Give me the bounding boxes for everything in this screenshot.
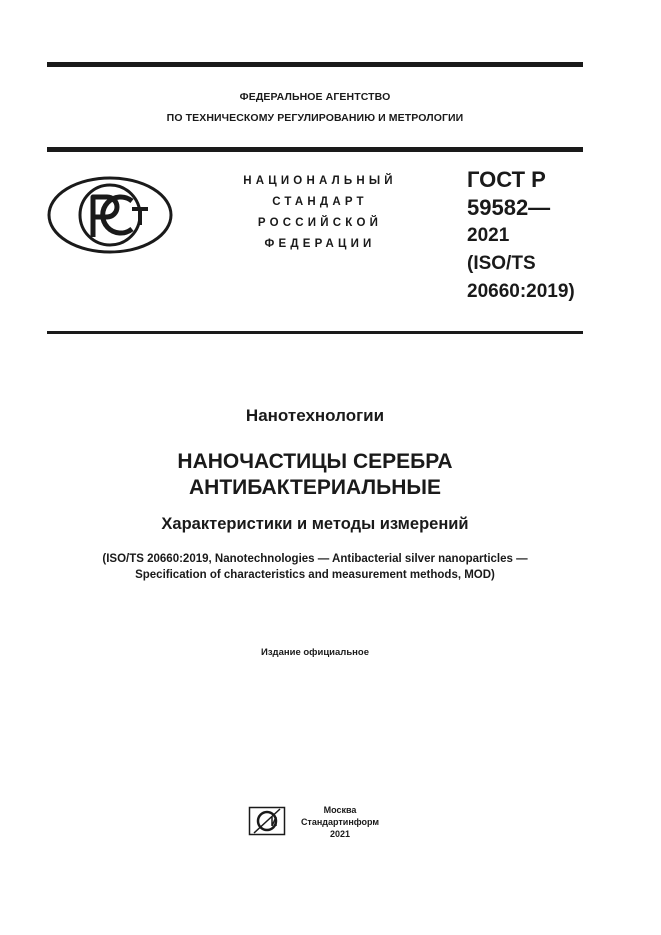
edition-label: Издание официальное [261,647,369,658]
publisher-logo-icon [248,806,286,836]
national-standard-line-3: РОССИЙСКОЙ [257,217,383,229]
subtitle: Характеристики и методы измерений [161,515,469,533]
designation-line-3: 2021 [467,225,510,246]
publisher-name: Стандартинформ [300,817,380,827]
top-rule [47,62,583,67]
standard-designation [467,166,575,306]
publisher-city: Москва [323,805,357,815]
national-standard-line-4: ФЕДЕРАЦИИ [264,238,376,250]
national-standard-line-1: НАЦИОНАЛЬНЫЙ [243,175,397,187]
designation-line-4: (ISO/TS [467,253,536,274]
main-title-line-2: АНТИБАКТЕРИАЛЬНЫЕ [189,476,441,499]
reference-line-2: Specification of characteristics and measurement methods, MOD) [135,569,495,581]
designation-line-1: ГОСТ Р [467,167,546,192]
agency-line-2: ПО ТЕХНИЧЕСКОМУ РЕГУЛИРОВАНИЮ И МЕТРОЛОГИИ [166,112,464,124]
topic-title: Нанотехнологии [245,406,385,425]
agency-bottom-rule [47,147,583,152]
gost-r-emblem-icon [46,175,174,255]
publisher-info [292,804,388,840]
designation-line-2: 59582— [467,195,551,220]
header-bottom-rule [47,331,583,334]
main-title-line-1: НАНОЧАСТИЦЫ СЕРЕБРА [177,450,453,473]
publisher-year: 2021 [329,829,351,839]
national-standard-label [220,171,420,255]
reference-line-1: (ISO/TS 20660:2019, Nanotechnologies — Antibacterial silver nanoparticles — [102,553,528,565]
designation-line-5: 20660:2019) [467,281,575,302]
agency-line-1: ФЕДЕРАЛЬНОЕ АГЕНТСТВО [239,91,391,103]
national-standard-line-2: СТАНДАРТ [272,196,368,208]
